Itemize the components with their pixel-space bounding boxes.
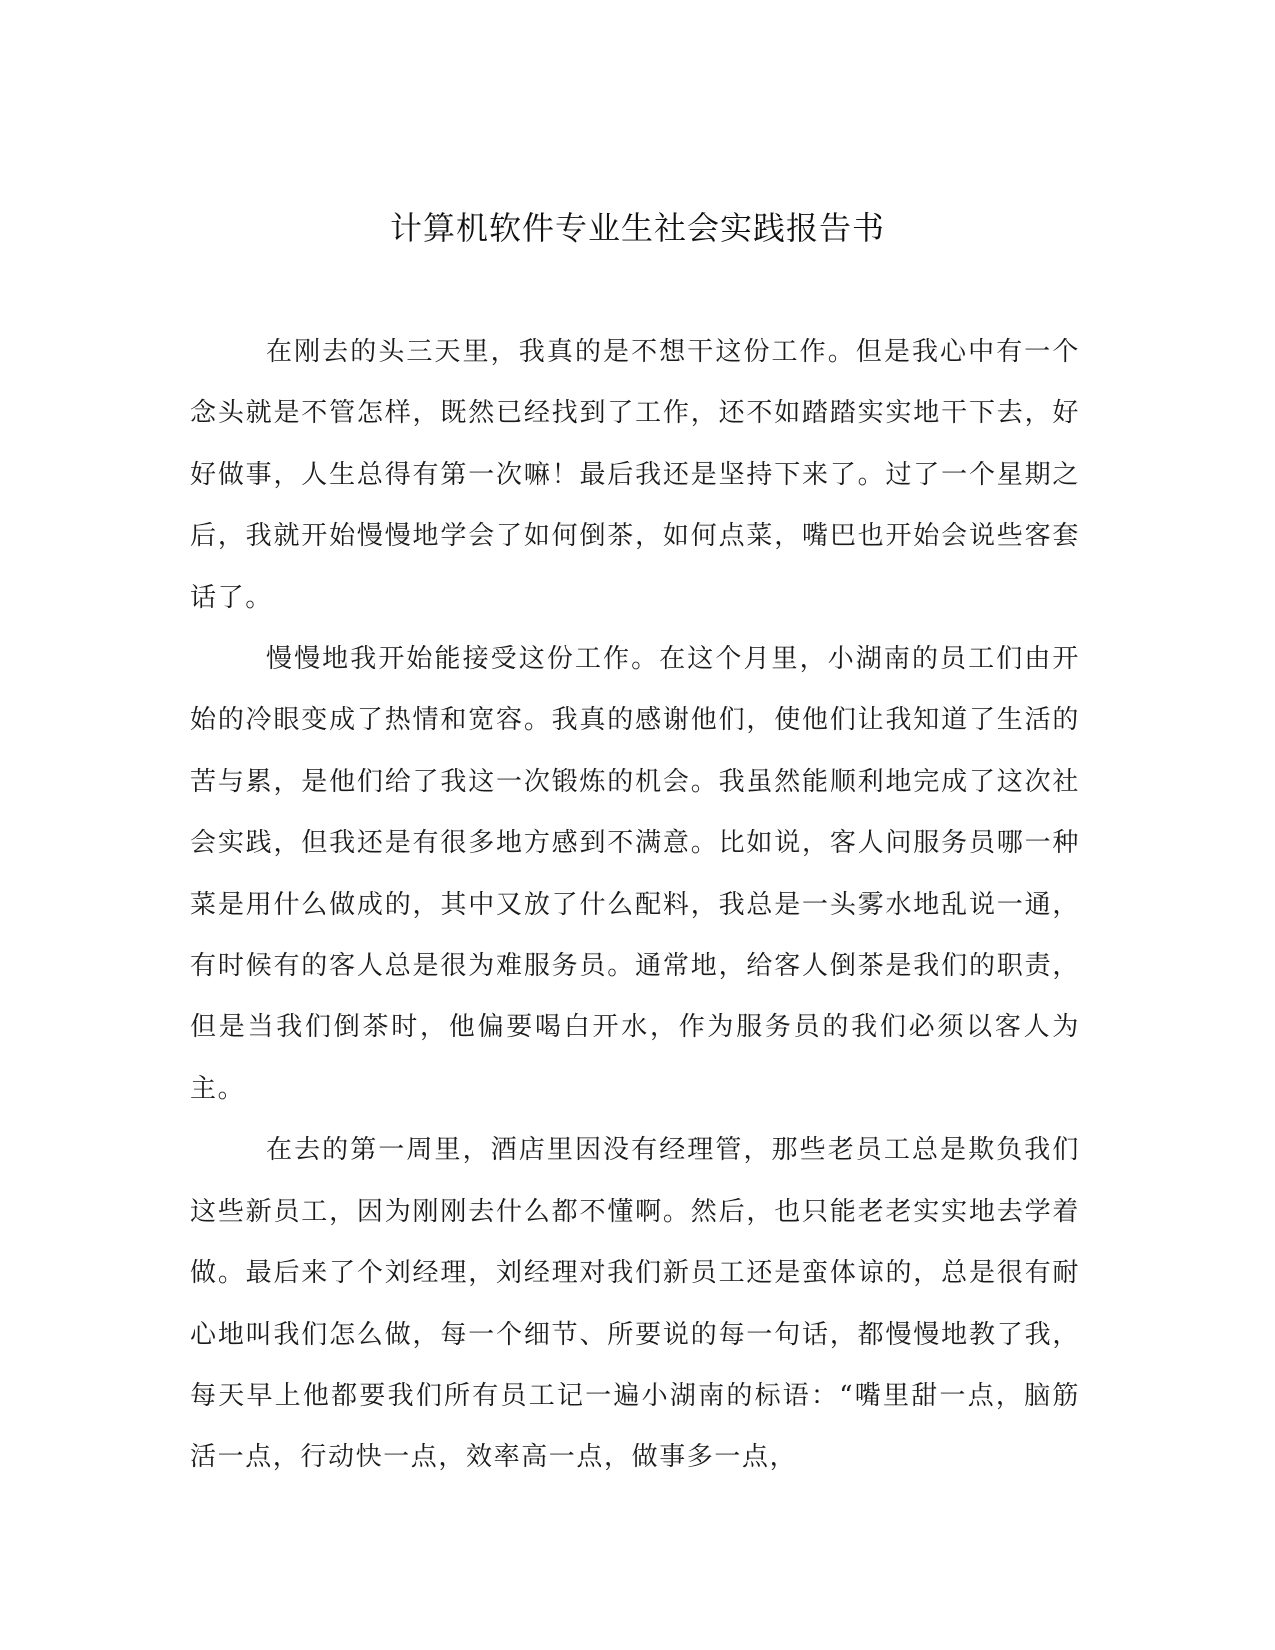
- paragraph-1: 在刚去的头三天里，我真的是不想干这份工作。但是我心中有一个念头就是不管怎样，既然已经找到了工作，还不如踏踏实实地干下去，好好做事，人生总得有第一次嘛！最后我还是坚持下来了。过了一个星期之后，我就开始慢慢地学会了如何倒茶，如何点菜，嘴巴也开始会说些客套话了。: [190, 337, 1080, 613]
- document-title: 计算机软件专业生社会实践报告书: [389, 209, 885, 247]
- document-body: [190, 322, 1080, 1489]
- paragraph-3: 在去的第一周里，酒店里因没有经理管，那些老员工总是欺负我们这些新员工，因为刚刚去什么都不懂啊。然后，也只能老老实实地去学着做。最后来了个刘经理，刘经理对我们新员工还是蛮体谅的，总是很有耐心地叫我们怎么做，每一个细节、所要说的每一句话，都慢慢地教了我，每天早上他都要我们所有员工记一遍小湖南的标语：“嘴里甜一点，脑筋活一点，行动快一点，效率高一点，做事多一点，: [190, 1135, 1080, 1473]
- paragraph-2: 慢慢地我开始能接受这份工作。在这个月里，小湖南的员工们由开始的冷眼变成了热情和宽容。我真的感谢他们，使他们让我知道了生活的苦与累，是他们给了我这一次锻炼的机会。我虽然能顺利地完成了这次社会实践，但我还是有很多地方感到不满意。比如说，客人问服务员哪一种菜是用什么做成的，其中又放了什么配料，我总是一头雾水地乱说一通，有时候有的客人总是很为难服务员。通常地，给客人倒茶是我们的职责，但是当我们倒茶时，他偏要喝白开水，作为服务员的我们必须以客人为主。: [190, 644, 1080, 1104]
